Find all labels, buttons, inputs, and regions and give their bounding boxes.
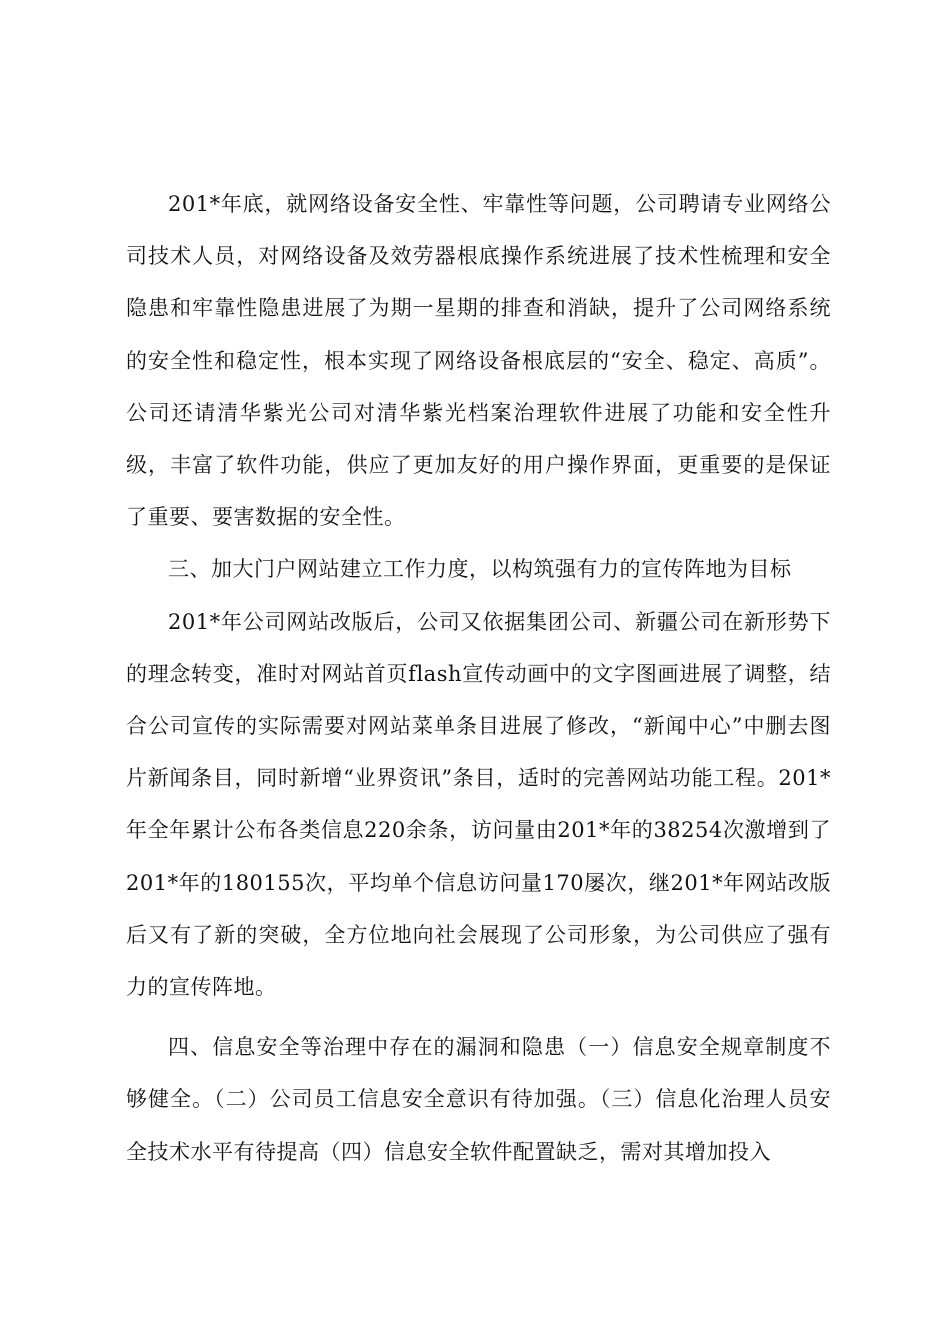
document-body [126, 178, 831, 1178]
paragraph-website-revision: 201*年公司网站改版后，公司又依据集团公司、新疆公司在新形势下的理念转变，准时对网站首页flash宣传动画中的文字图画进展了调整，结合公司宣传的实际需要对网站菜单条目进展了修改，“新闻中心”中删去图片新闻条目，同时新增“业界资讯”条目，适时的完善网站功能工程。201*年全年累计公布各类信息220余条，访问量由201*年的38254次激增到了201*年的180155次，平均单个信息访问量170屡次，继201*年网站改版后又有了新的突破，全方位地向社会展现了公司形象，为公司供应了强有力的宣传阵地。 [126, 609, 831, 1000]
section-heading-portal-website: 三、加大门户网站建立工作力度，以构筑强有力的宣传阵地为目标 [168, 557, 792, 582]
paragraph-network-security: 201*年底，就网络设备安全性、牢靠性等问题，公司聘请专业网络公司技术人员，对网络设备及效劳器根底操作系统进展了技术性梳理和安全隐患和牢靠性隐患进展了为期一星期的排查和消缺，提升了公司网络系统的安全性和稳定性，根本实现了网络设备根底层的“安全、稳定、高质”。公司还请清华紫光公司对清华紫光档案治理软件进展了功能和安全性升级，丰富了软件功能，供应了更加友好的用户操作界面，更重要的是保证了重要、要害数据的安全性。 [126, 192, 831, 530]
paragraph-security-issues: 四、信息安全等治理中存在的漏洞和隐患（一）信息安全规章制度不够健全。（二）公司员工信息安全意识有待加强。（三）信息化治理人员安全技术水平有待提高（四）信息安全软件配置缺乏，需对其增加投入 [126, 1035, 831, 1164]
